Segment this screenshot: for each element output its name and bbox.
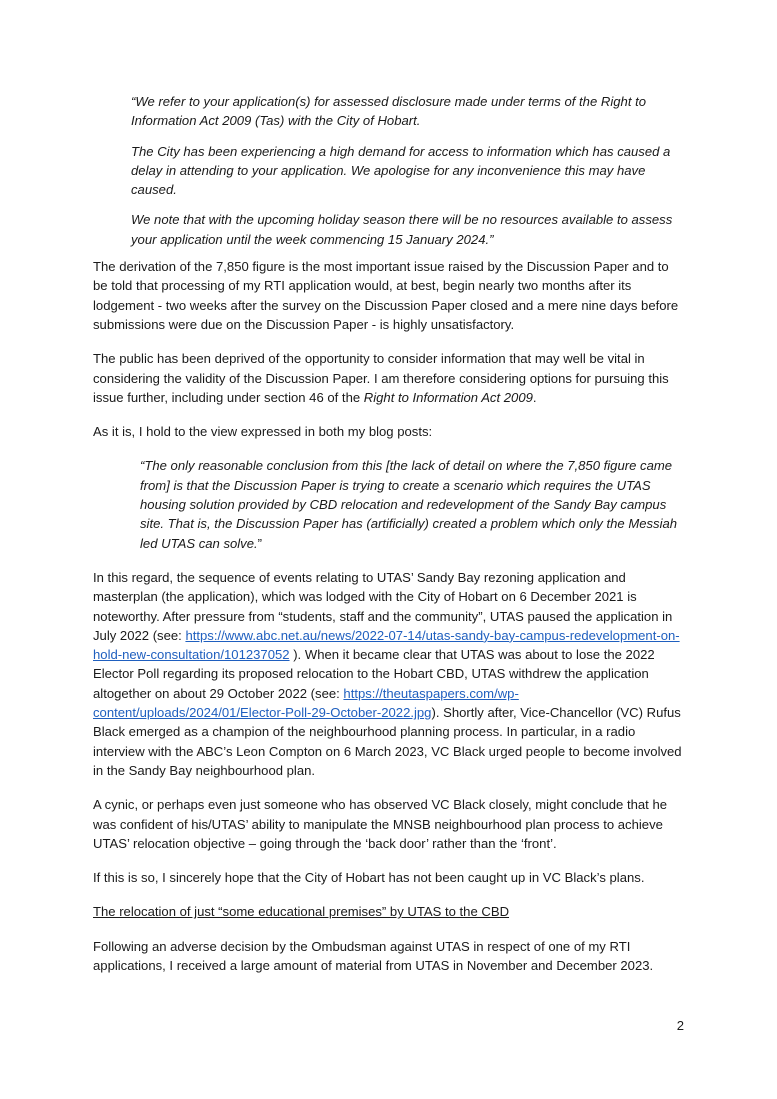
quote-paragraph: “We refer to your application(s) for assessed disclosure made under terms of the Right to Information Act 2009 (Tas) with the City of Hobart. <box>131 94 647 129</box>
blog-quote <box>140 456 685 552</box>
body-paragraph: Following an adverse decision by the Ombudsman against UTAS in respect of one of my RTI applications, I received a large amount of material from UTAS in November and December 2023. <box>93 938 654 973</box>
elector-poll-link[interactable]: https://theutaspapers.com/wp-content/uploads/2024/01/Elector-Poll-29-October-2022.jpg <box>93 685 519 721</box>
body-paragraph <box>93 568 685 780</box>
page-content <box>93 92 685 990</box>
page-number: 2 <box>676 1018 684 1033</box>
quote-paragraph: We note that with the upcoming holiday season there will be no resources available to assess your application until the week commencing 15 January 2024.” <box>131 212 673 247</box>
body-paragraph: As it is, I hold to the view expressed in both my blog posts: <box>93 424 433 440</box>
section-heading: The relocation of just “some educational premises” by UTAS to the CBD <box>93 904 510 920</box>
abc-news-link[interactable]: https://www.abc.net.au/news/2022-07-14/utas-sandy-bay-campus-redevelopment-on-hold-new-consultation/101237052 <box>93 627 680 663</box>
act-title: Right to Information Act 2009 <box>363 389 533 405</box>
body-paragraph <box>93 349 685 407</box>
blog-quote-text: “The only reasonable conclusion from this [the lack of detail on where the 7,850 figure came from] is that the Discussion Paper is trying to create a scenario which requires the UTAS housing solution provided by CBD relocation and redevelopment of the Sandy Bay campus site. That is, the Discussion Paper has (artificially) created a problem which only the Messiah led UTAS can solve. <box>140 458 678 551</box>
body-text: The public has been deprived of the opportunity to consider information that may well be vital in considering the validity of the Discussion Paper. I am therefore considering options for pursuing this issue further, including under section 46 of the <box>93 351 669 405</box>
body-paragraph: If this is so, I sincerely hope that the City of Hobart has not been caught up in VC Black’s plans. <box>93 870 645 886</box>
body-text: . <box>532 389 537 405</box>
quoted-email-block <box>131 92 685 249</box>
body-text: In this regard, the sequence of events relating to UTAS’ Sandy Bay rezoning application and masterplan (the application), which was lodged with the City of Hobart on 6 December 2021 is noteworthy. After pressure from “students, staff and the community”, UTAS paused the application in July 2022 (see: <box>93 569 673 643</box>
blog-quote-close: ” <box>257 535 263 551</box>
body-text: ). When it became clear that UTAS was about to lose the 2022 Elector Poll regarding its proposed relocation to the Hobart CBD, UTAS withdrew the application altogether on about 29 October 2022 (see: <box>93 647 655 701</box>
body-paragraph: The derivation of the 7,850 figure is the most important issue raised by the Discussion Paper and to be told that processing of my RTI application would, at best, begin nearly two months after its lodgement - two weeks after the survey on the Discussion Paper closed and a mere nine days before submissions were due on the Discussion Paper - is highly unsatisfactory. <box>93 259 679 332</box>
body-text: ). Shortly after, Vice-Chancellor (VC) Rufus Black emerged as a champion of the neighbourhood planning process. In particular, in a radio interview with the ABC’s Leon Compton on 6 March 2023, VC Black urged people to become involved in the Sandy Bay neighbourhood plan. <box>93 705 682 778</box>
body-paragraph: A cynic, or perhaps even just someone who has observed VC Black closely, might conclude that he was confident of his/UTAS’ ability to manipulate the MNSB neighbourhood plan process to achieve UTAS’ relocation objective – going through the ‘back door’ rather than the ‘front’. <box>93 797 668 851</box>
quote-paragraph: The City has been experiencing a high demand for access to information which has caused a delay in attending to your application. We apologise for any inconvenience this may have caused. <box>131 143 671 198</box>
